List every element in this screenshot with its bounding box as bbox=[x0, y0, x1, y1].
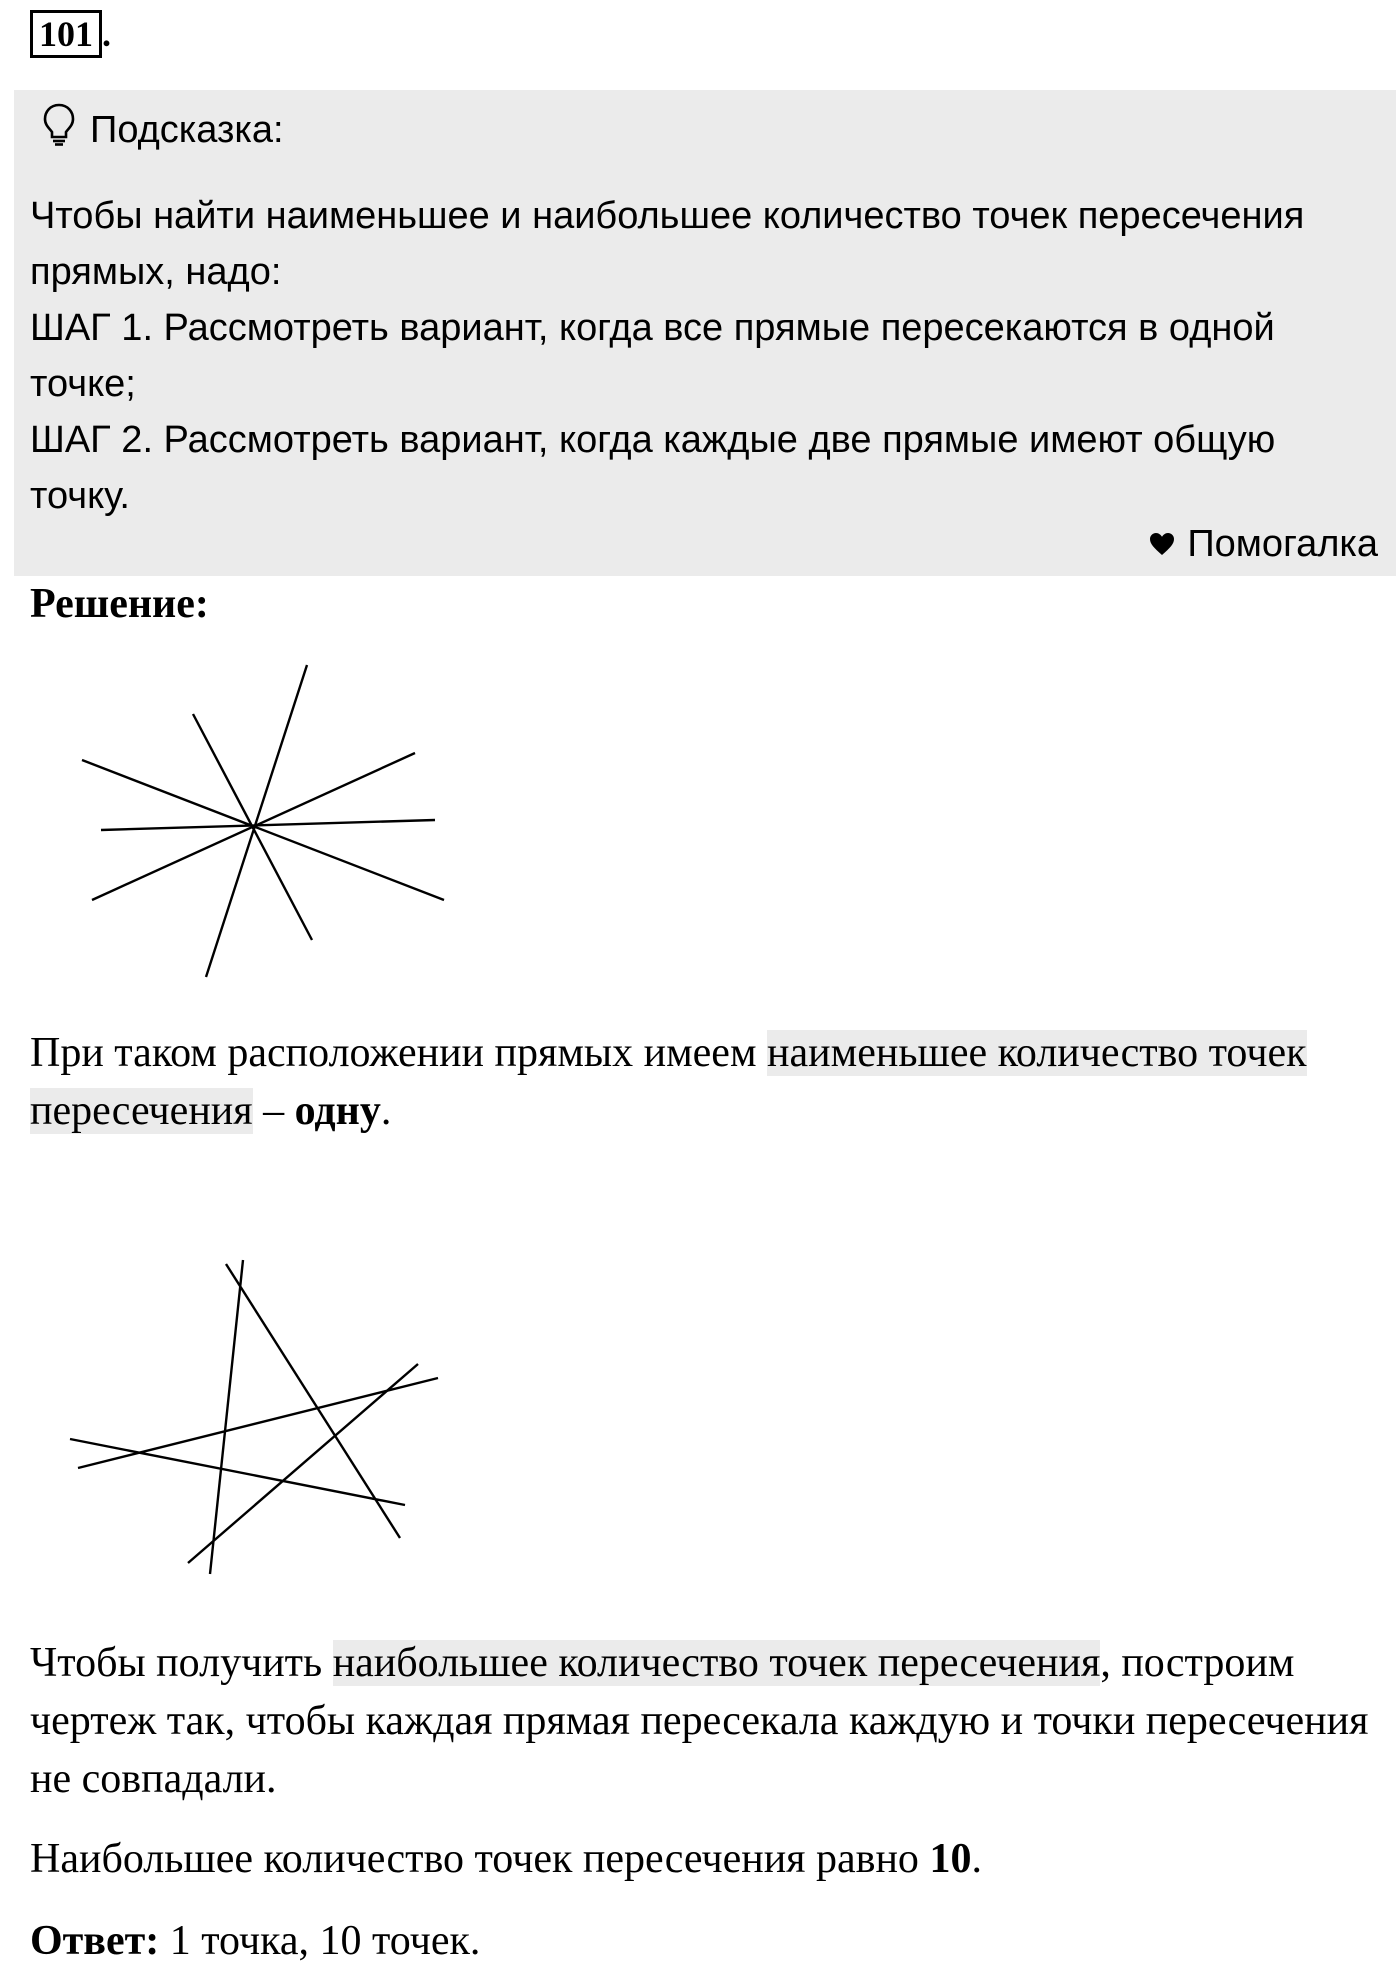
hint-title-text: Подсказка: bbox=[90, 109, 284, 151]
line-2d bbox=[78, 1378, 438, 1468]
answer-text: 1 точка, 10 точек. bbox=[159, 1918, 481, 1964]
line-1a bbox=[206, 665, 307, 977]
para-2-highlight: наибольшее количество точек пересечения bbox=[332, 1640, 1101, 1686]
lightbulb-icon bbox=[42, 102, 90, 158]
figure-lines-ten-intersections bbox=[60, 1250, 480, 1590]
para-1-highlight: наименьшее количество точек пересечения bbox=[30, 1030, 1307, 1134]
brand[interactable] bbox=[1149, 520, 1378, 568]
solution-paragraph-3 bbox=[30, 1830, 1370, 1888]
para-3-bold: 10 bbox=[929, 1836, 972, 1882]
solution-paragraph-2 bbox=[30, 1634, 1370, 1808]
line-2c bbox=[70, 1439, 405, 1505]
hint-step-1-text: Рассмотреть вариант, когда все прямые пересекаются в одной точке; bbox=[30, 307, 1275, 405]
figure-lines-one-intersection bbox=[60, 650, 480, 990]
para-1-between: – bbox=[252, 1088, 295, 1134]
problem-number-box: 101 bbox=[30, 10, 102, 58]
hint-body bbox=[30, 188, 1370, 524]
brand-name: Помогалка bbox=[1187, 523, 1378, 565]
hint-title bbox=[42, 102, 284, 158]
hint-step-2-text: Рассмотреть вариант, когда каждые две прямые имеют общую точку. bbox=[30, 419, 1276, 517]
line-1e bbox=[101, 820, 435, 830]
answer bbox=[30, 1912, 1370, 1970]
solution-heading: Решение: bbox=[30, 581, 209, 627]
solution-paragraph-1 bbox=[30, 1024, 1370, 1140]
para-3-before: Наибольшее количество точек пересечения равно bbox=[30, 1836, 930, 1882]
para-1-before: При таком расположении прямых имеем bbox=[30, 1030, 768, 1076]
problem-number bbox=[30, 10, 111, 58]
hint-step-1-label: ШАГ 1. bbox=[30, 307, 153, 349]
para-3-after: . bbox=[971, 1836, 982, 1882]
problem-number-dot: . bbox=[102, 14, 111, 54]
heart-icon bbox=[1149, 520, 1187, 568]
para-2-after: , построим чертеж так, чтобы каждая прямая пересекала каждую и точки пересечения не совпадали. bbox=[30, 1640, 1369, 1802]
hint-intro: Чтобы найти наименьшее и наибольшее количество точек пересечения прямых, надо: bbox=[30, 195, 1305, 293]
line-2a bbox=[210, 1260, 243, 1574]
hint-box bbox=[14, 90, 1396, 576]
para-2-before: Чтобы получить bbox=[30, 1640, 333, 1686]
hint-step-2-label: ШАГ 2. bbox=[30, 419, 153, 461]
para-1-bold: одну bbox=[294, 1088, 381, 1134]
answer-label: Ответ: bbox=[30, 1918, 160, 1964]
para-1-after: . bbox=[380, 1088, 392, 1134]
hint-step-2 bbox=[30, 412, 1370, 524]
hint-step-1 bbox=[30, 300, 1370, 412]
